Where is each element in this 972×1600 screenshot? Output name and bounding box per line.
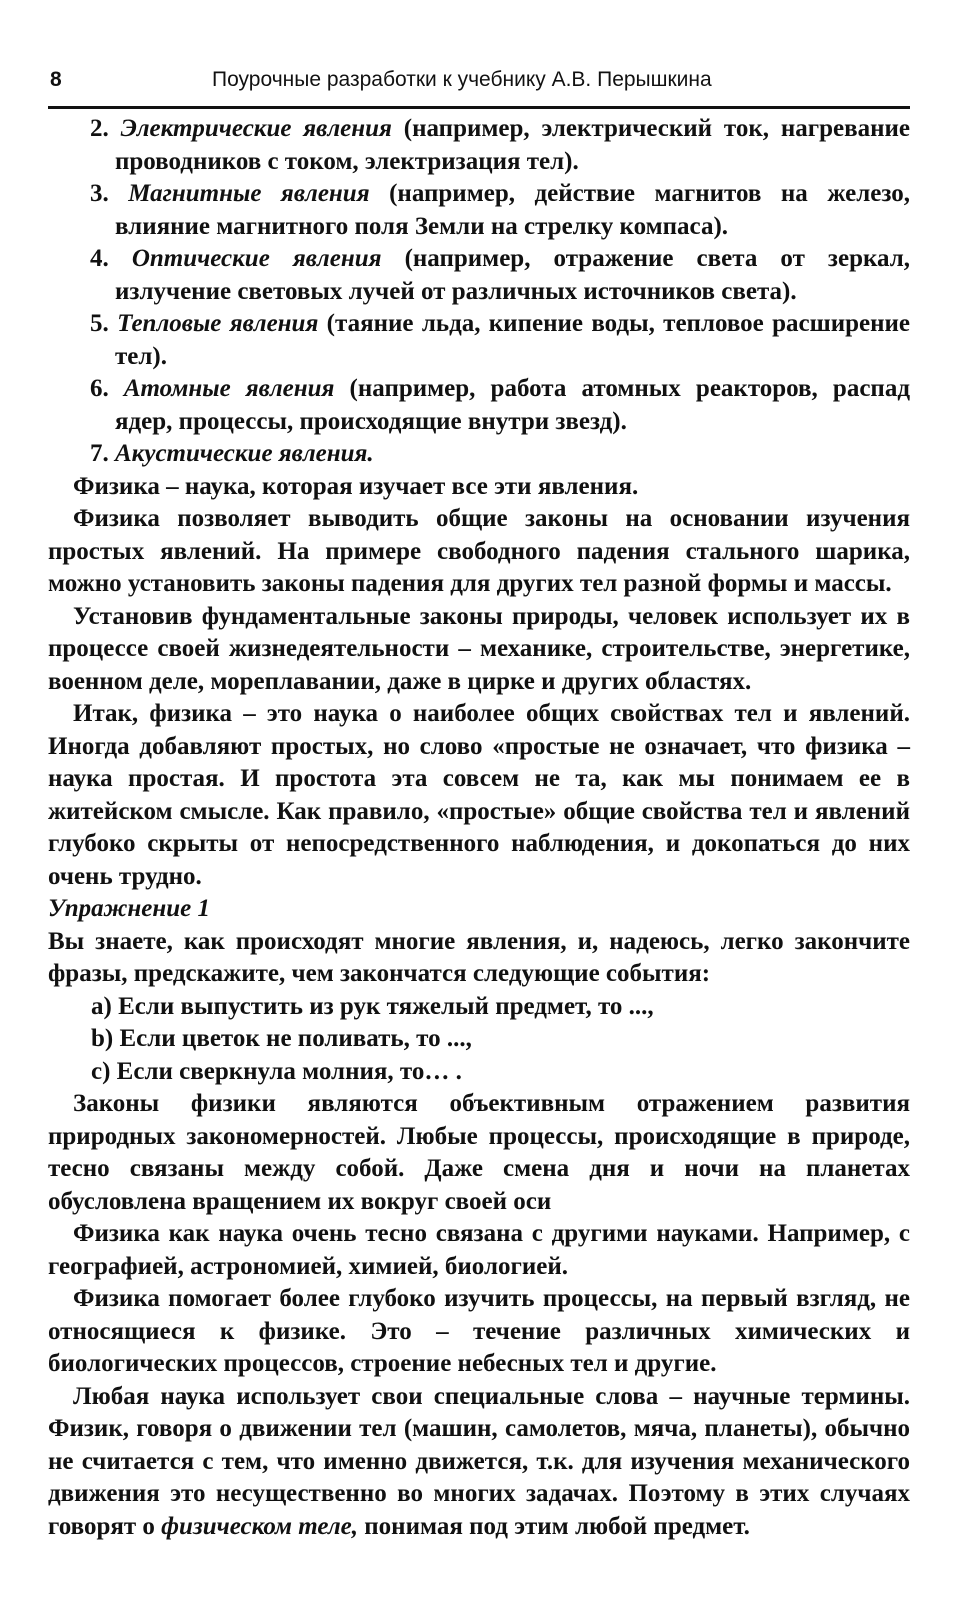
list-item: 7. Акустические явления.: [90, 440, 374, 467]
list-item: 6. Атомные явления (например, работа атомных реакторов, распад ядер, процессы, происходящие внутри звезд).: [90, 375, 910, 435]
paragraph: Законы физики являются объективным отражением развития природных закономерностей. Любые процессы, происходящие в природе, тесно связаны между собой. Даже смена дня и ночи на планетах обусловлена вращением их вокруг своей оси: [48, 1090, 910, 1215]
page-header: [48, 68, 910, 100]
paragraph: Физика – наука, которая изучает все эти явления.: [73, 472, 639, 500]
body-text: [48, 113, 910, 1543]
paragraph: Физика позволяет выводить общие законы на основании изучения простых явлений. На примере свободного падения стального шарика, можно установить законы падения для других тел разной формы и массы.: [48, 505, 910, 597]
exercise-item: с) Если сверкнула молния, то… .: [91, 1057, 462, 1085]
exercise-heading: Упражнение 1: [48, 895, 211, 922]
paragraph: Любая наука использует свои специальные слова – научные термины. Физик, говоря о движении тел (машин, самолетов, мяча, планеты), обычно не считается с тем, что именно движется, т.к. для изучения механического движения это несущественно во многих задачах. Поэтому в этих случаях говорят о физическом теле, понимая под этим любой предмет.: [48, 1382, 910, 1540]
list-item: 5. Тепловые явления (таяние льда, кипение воды, тепловое расширение тел).: [90, 310, 911, 370]
paragraph: Физика помогает более глубоко изучить процессы, на первый взгляд, не относящиеся к физике. Это – течение различных химических и биологических процессов, строение небесных тел и другие.: [48, 1285, 910, 1377]
paragraph: Физика как наука очень тесно связана с другими науками. Например, с географией, астрономией, химией, биологией.: [48, 1220, 910, 1280]
term-emphasis: физическом теле,: [161, 1512, 359, 1540]
list-item: 2. Электрические явления (например, электрический ток, нагревание проводников с током, электризация тел).: [90, 115, 911, 175]
list-item: 4. Оптические явления (например, отражение света от зеркал, излучение световых лучей от различных источников света).: [90, 245, 910, 305]
paragraph: Установив фундаментальные законы природы, человек использует их в процессе своей жизнедеятельности – механике, строительстве, энергетике, военном деле, мореплавании, даже в цирке и других областях.: [48, 602, 910, 695]
exercise-item: а) Если выпустить из рук тяжелый предмет, то ...,: [91, 992, 654, 1020]
running-title: Поурочные разработки к учебнику А.В. Перышкина: [212, 68, 712, 91]
paragraph-definition: Итак, физика – это наука о наиболее общих свойствах тел и явлений. Иногда добавляют простых, но слово «простые не означает, что физика – наука простая. И простота эта совсем не та, как мы понимаем ее в житейском смысле. Как правило, «простые» общие свойства тел и явлений глубоко скрыты от непосредственного наблюдения, и докопаться до них очень трудно.: [48, 700, 910, 890]
exercise-intro: Вы знаете, как происходят многие явления, и, надеюсь, легко закончите фразы, предскажите, чем закончатся следующие события:: [48, 927, 910, 987]
definition-emphasis: физика – это наука о наиболее общих свойствах тел и явлений.: [149, 700, 910, 727]
list-item: 3. Магнитные явления (например, действие магнитов на железо, влияние магнитного поля Земли на стрелку компаса).: [90, 180, 910, 240]
header-rule: [48, 106, 910, 109]
exercise-item: b) Если цветок не поливать, то ...,: [91, 1025, 472, 1052]
page-number: 8: [50, 68, 62, 91]
